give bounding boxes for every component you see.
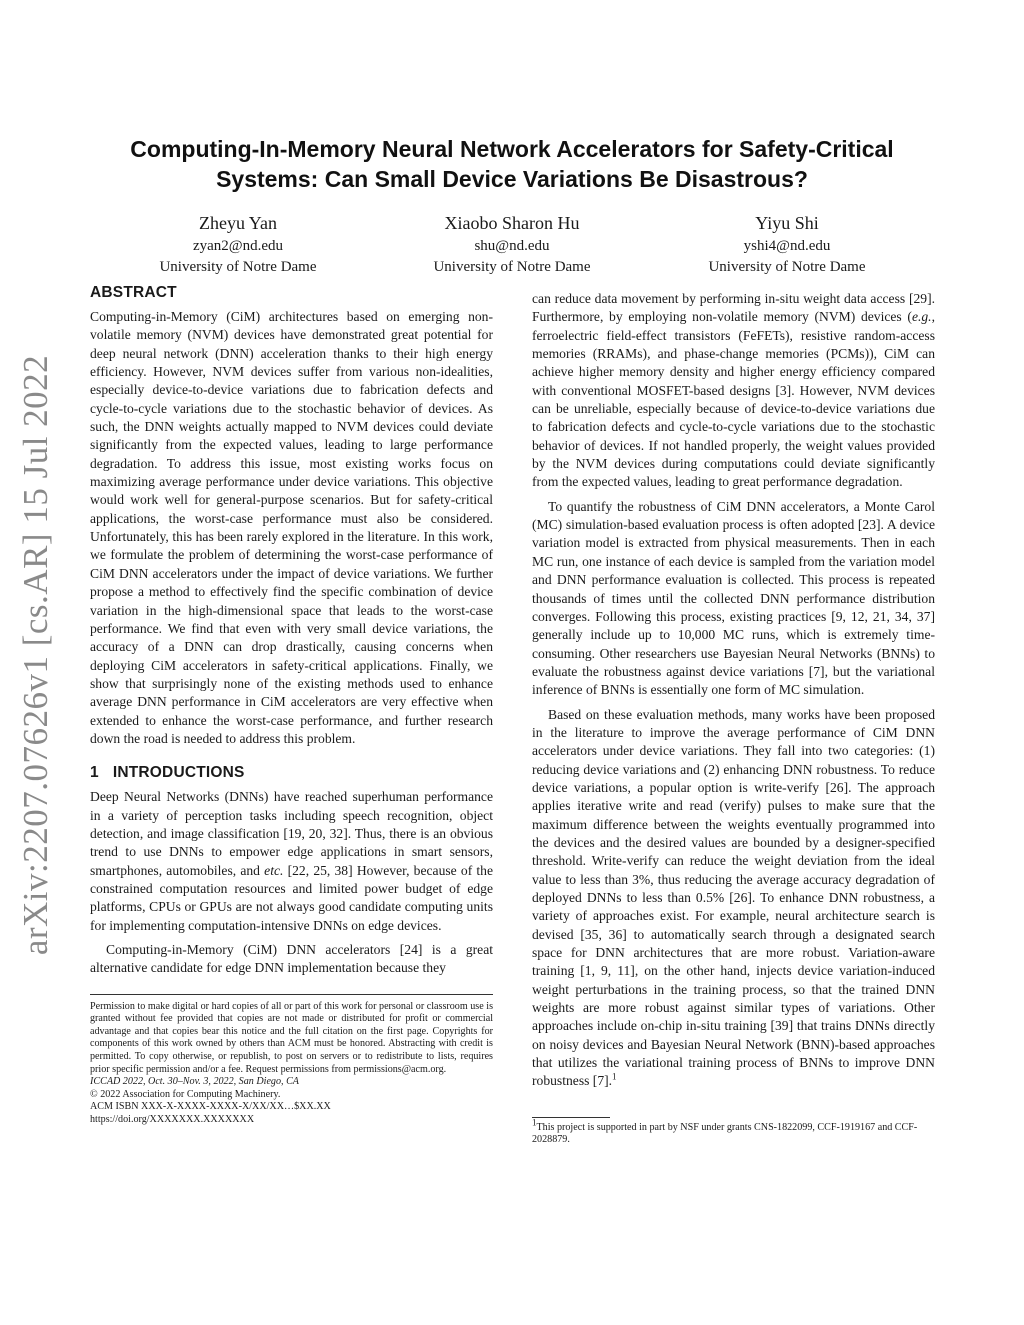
conference-info: ICCAD 2022, Oct. 30–Nov. 3, 2022, San Diego, CA [90,1076,299,1088]
author-affiliation: University of Notre Dame [159,259,317,275]
arxiv-identifier-text: arXiv:2207.07626v1 [cs.AR] 15 Jul 2022 [16,354,56,956]
footnote-marker: 1 [612,1071,617,1082]
footnote: $^1$This project is supported in part by NSF under grants CNS-1822099, CCF-1919167 and CCF-2028879. [532,1117,918,1146]
permission-divider [90,994,493,995]
author-email: shu@nd.edu [474,238,550,254]
author-name: Yiyu Shi [755,213,819,233]
doi-link[interactable]: https://doi.org/XXXXXXX.XXXXXXX [90,1114,255,1126]
intro-paragraph-2: Computing-in-Memory (CiM) DNN accelerators [24] is a great alternative candidate for edge DNN implementation because they [90,942,493,976]
title-line-1: Computing-In-Memory Neural Network Accelerators for Safety-Critical [130,136,894,162]
footnote-divider [532,1117,610,1118]
author-name: Zheyu Yan [198,213,277,233]
section-number: 1 [90,764,99,782]
section-title: INTRODUCTIONS [112,764,245,782]
author-affiliation: University of Notre Dame [708,259,866,275]
left-column [90,284,493,1127]
body-paragraph-methods: Based on these evaluation methods, many works have been proposed in the literature to improve the average performance of CiM DNN accelerators under device variations. They fall into two categories: (1) reducing device variations and (2) enhancing DNN robustness. To reduce device variations, a popular option is write-verify [26]. The approach applies iterative write and read (verify) pulses to make sure that the maximum difference between the weights eventually programmed into the devices and the desired values are bounded by a designer-specified threshold. Write-verify can reduce the weight deviation from the ideal value to less than 3%, thus reducing the average accuracy degradation of deployed DNNs to less than 0.5% [26]. To enhance DNN robustness, a variety of approaches exist. For example, neural architecture search is devised [35, 36] to automatically search through a designated search space for DNN architectures that are more robust. Variation-aware training [1, 9, 11], on the other hand, injects device variation-induced weight perturbations in the training process, so that the trained DNN weights are more robust against similar types of variations. Other approaches include on-chip in-situ training [39] that trains DNNs directly on noisy devices and Bayesian Neural Network (BNN)-based approaches that utilizes the variational training process of BNNs to improve DNN robustness [7].$^1$ [532,706,935,1089]
abstract-heading: ABSTRACT [90,284,177,301]
author-block [88,210,388,278]
permission-notice: Permission to make digital or hard copies of all or part of this work for personal or classroom use is granted without fee provided that copies are not made or distributed for profit or commercial advantage and that copies bear this notice and the full citation on the first page. Copyrights for components of this work owned by others than ACM must be honored. Abstracting with credit is permitted. To copy otherwise, or republish, to post on servers or to redistribute to lists, requires prior specific permission and/or a fee. Request permissions from permissions@acm.org. [90,1000,493,1075]
arxiv-identifier [12,354,60,956]
abstract-text: Computing-in-Memory (CiM) architectures based on emerging non-volatile memory (NVM) devices have demonstrated great potential for deep neural network (DNN) acceleration thanks to their high energy efficiency. However, NVM devices suffer from various non-idealities, especially device-to-device variations due to fabrication defects and cycle-to-cycle variations due to the stochastic behavior of devices. As such, the DNN weights actually mapped to NVM devices could deviate significantly from the expected values, leading to large performance degradation. To address this issue, most existing works focus on maximizing average performance under device variations. This objective would work well for general-purpose scenarios. But for safety-critical applications, the worst-case performance must also be considered. Unfortunately, this has been rarely explored in the literature. In this work, we formulate the problem of determining the worst-case performance of CiM DNN accelerators under the impact of device variations. We further propose a method to effectively find the specific combination of device variation in the high-dimensional space that leads to the worst-case performance. We find that even with very small device variations, the accuracy of a DNN can drop drastically, causing concerns when deploying CiM accelerators in safety-critical applications. Finally, we show that surprisingly none of the existing methods used to enhance average DNN performance in CiM accelerators are very effective when extended to enhance the worst-case performance, and further research down the road is needed to address this problem. [90,309,493,746]
intro-paragraph-1: Deep Neural Networks (DNNs) have reached superhuman performance in a variety of perception tasks including speech recognition, object detection, and image classification [19, 20, 32]. Thus, there is an obvious trend to use DNNs to empower edge applications in smart sensors, smartphones, automobiles, and etc. [22, 25, 38] However, because of the constrained computation resources and limited power budget of edge platforms, CPUs or GPUs are not always good candidate computing units for implementing computation-intensive DNNs on edge devices. [90,789,494,933]
body-paragraph-mc: To quantify the robustness of CiM DNN accelerators, a Monte Carol (MC) simulation-based evaluation process is often adopted [23]. A device variation model is extracted from physical measurements. Then in each MC run, one instance of each device is sampled from the variation model and DNN performance evaluation is collected. This process is repeated thousands of times until the collected DNN performance distribution converges. Following this process, existing practices [9, 12, 21, 34, 37] generally include up to 10,000 MC runs, which is extremely time-consuming. Other researchers use Bayesian Neural Networks (BNNs) to evaluate the robustness against device variations [7], but the variational inference of BNNs is essentially one form of MC simulation. [532,498,935,698]
intro-heading [90,764,493,782]
right-column [532,290,935,1147]
author-block [362,210,662,278]
author-email: zyan2@nd.edu [192,238,284,254]
author-affiliation: University of Notre Dame [433,259,591,275]
isbn-line: ACM ISBN XXX-X-XXXX-XXXX-X/XX/XX…$XX.XX [90,1101,331,1113]
author-block [637,210,937,278]
body-paragraph-cim: can reduce data movement by performing in-situ weight data access [29]. Furthermore, by employing non-volatile memory (NVM) devices (e.g., ferroelectric field-effect transistors (FeFETs), resistive random-access memories (RRAMs), and phase-change memories (PCMs)), CiM can achieve higher memory density and higher energy efficiency compared with conventional MOSFET-based designs [3]. However, NVM devices can be unreliable, especially because of device-to-device variations due to fabrication defects and cycle-to-cycle variations due to the stochastic behavior of devices. If not handled properly, the weight values provided by the NVM devices during computations could deviate significantly from the expected values, leading to great performance degradation. [532,291,935,490]
copyright-line: © 2022 Association for Computing Machinery. [90,1088,281,1100]
author-email: yshi4@nd.edu [743,238,831,254]
title-line-2: Systems: Can Small Device Variations Be Disastrous? [216,166,808,192]
paper-title [100,134,924,194]
author-name: Xiaobo Sharon Hu [444,213,580,233]
